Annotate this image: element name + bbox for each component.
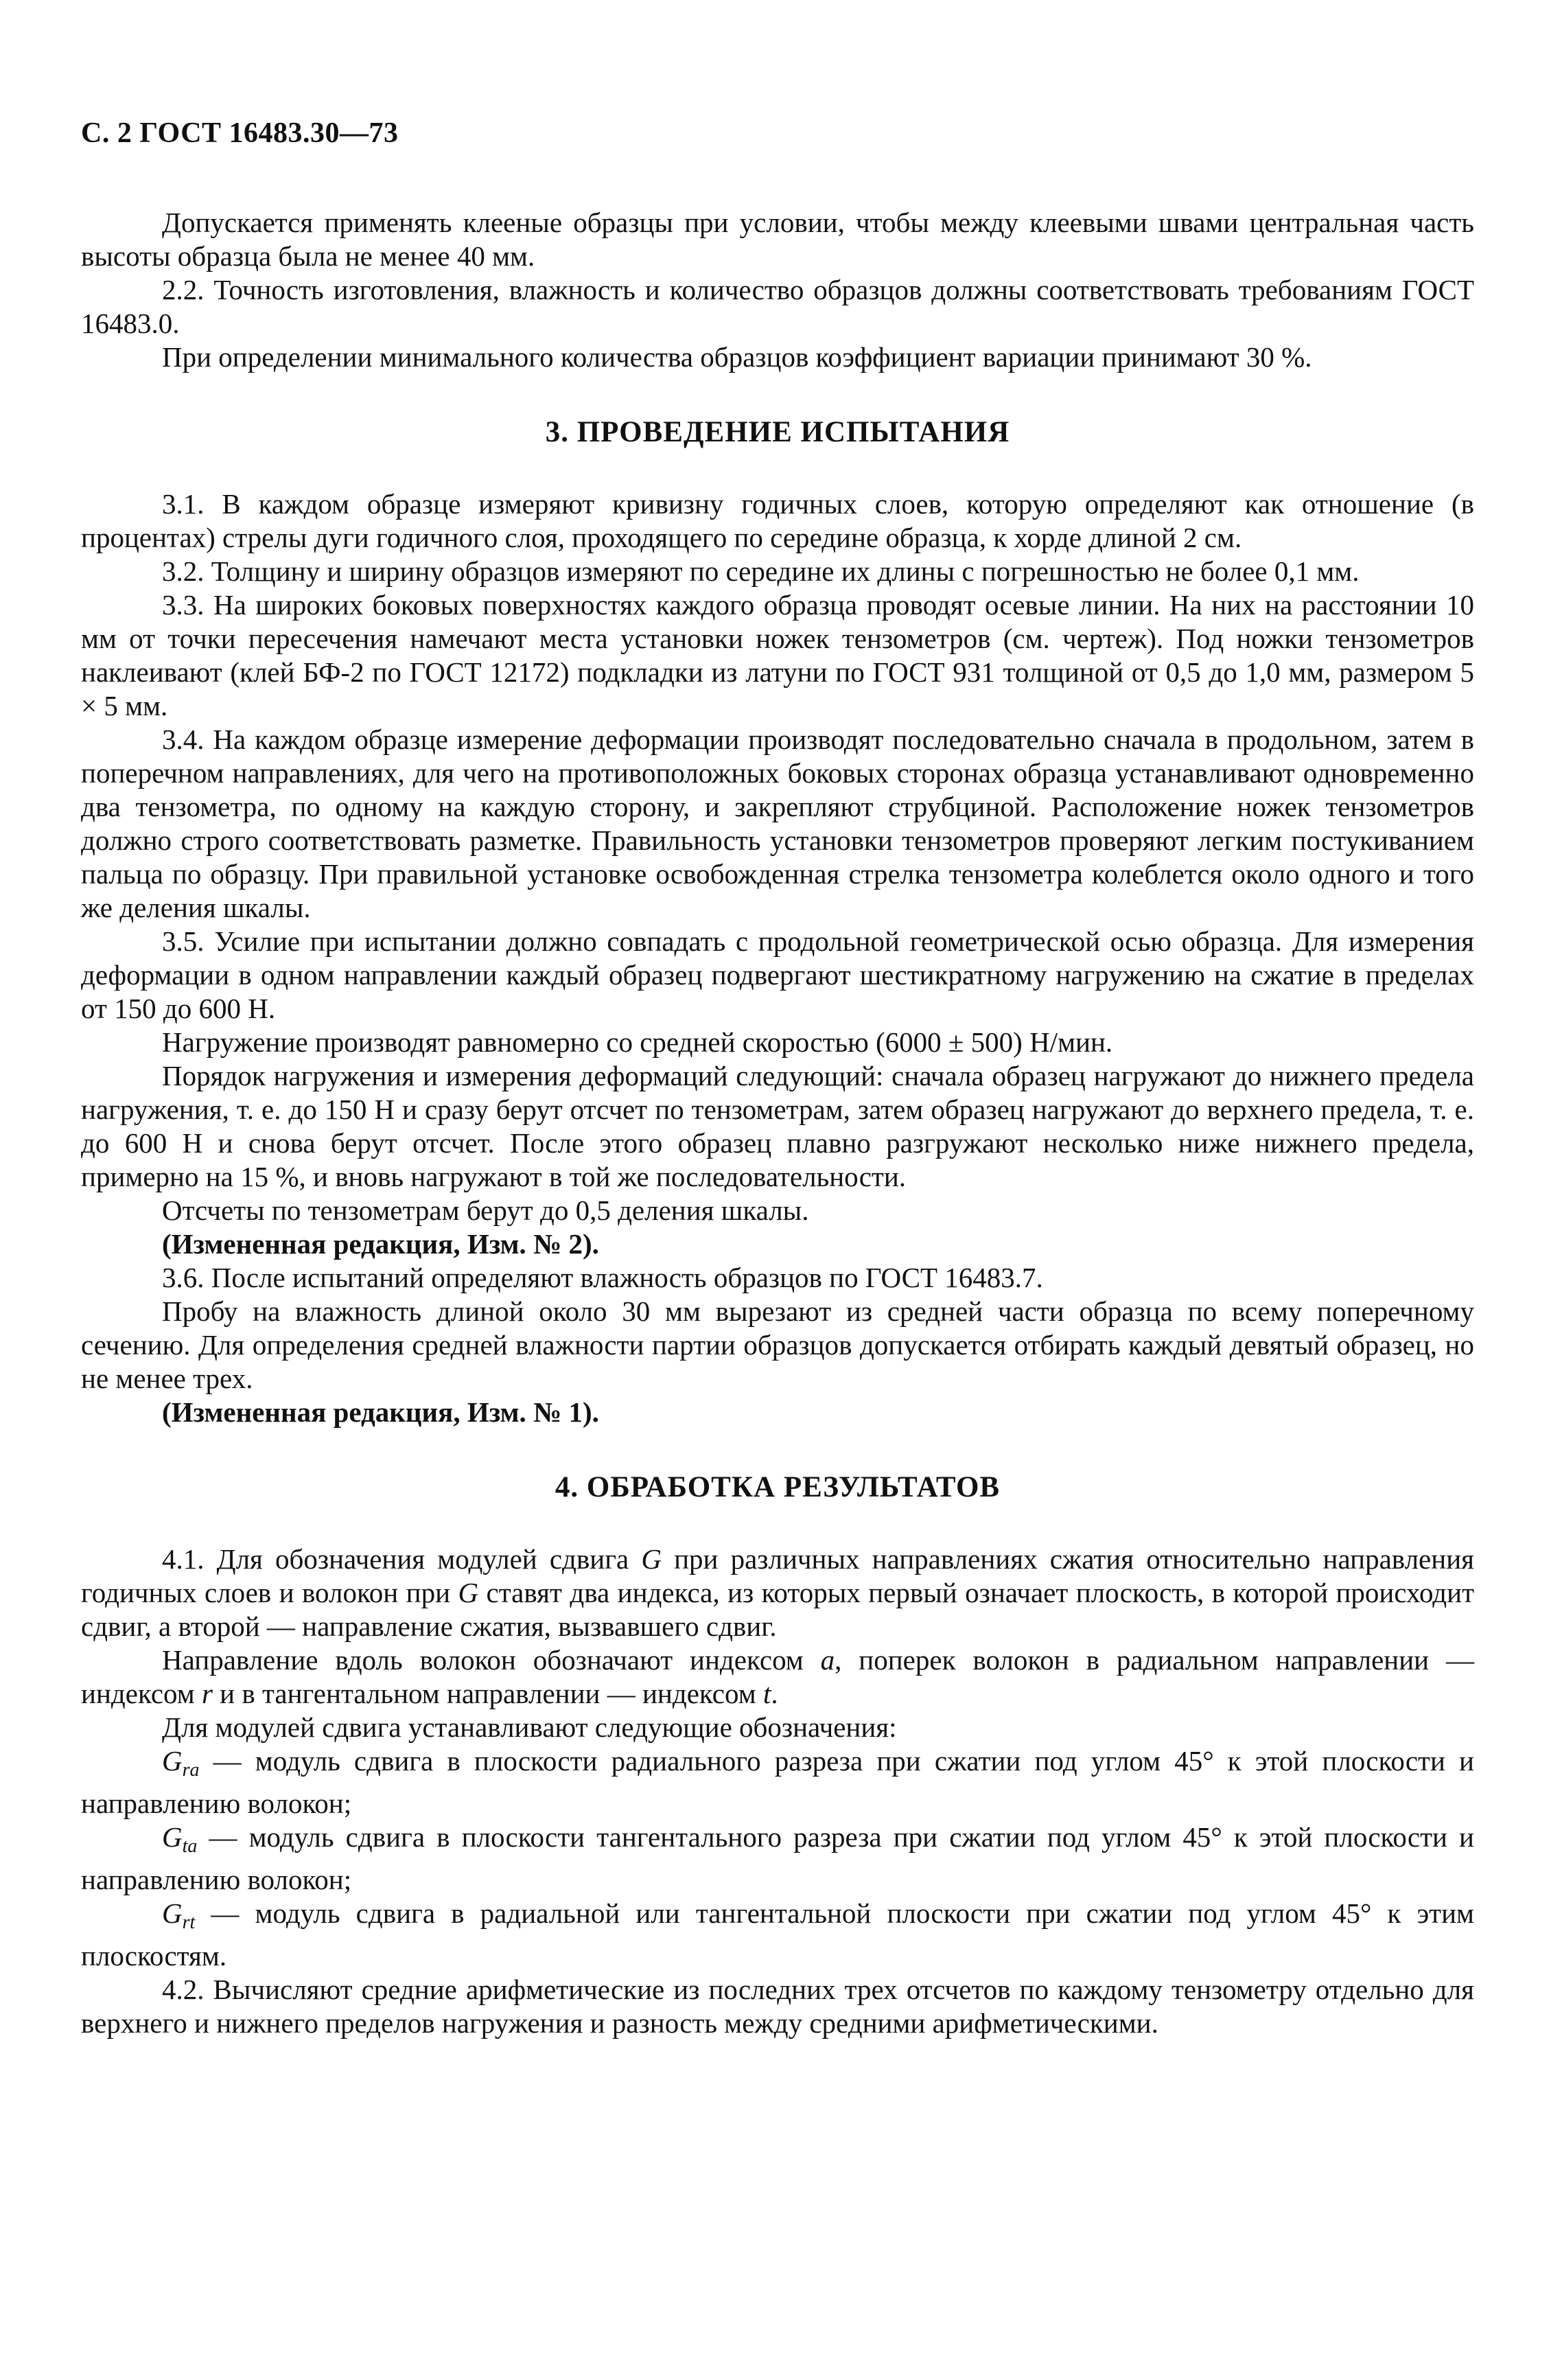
text-run: . bbox=[771, 1678, 778, 1709]
symbol-g: G bbox=[162, 1821, 183, 1853]
page-header: С. 2 ГОСТ 16483.30—73 bbox=[81, 117, 399, 149]
subscript-ta: ta bbox=[182, 1836, 198, 1857]
symbol-g: G bbox=[458, 1577, 479, 1608]
paragraph-3-2: 3.2. Толщину и ширину образцов измеряют по середине их длины с погрешностью не более 0,1 мм. bbox=[162, 555, 1360, 587]
text-run: ставят два индекса, из которых первый означает плоскость, в которой происходит сдвиг, а второй — направление сжатия, вызвавшего сдвиг. bbox=[81, 1577, 1475, 1642]
subscript-rt: rt bbox=[182, 1912, 196, 1933]
paragraph-4-1-indices bbox=[81, 1643, 1474, 1711]
paragraph-variation-coefficient: При определении минимального количества образцов коэффициент вариации принимают 30 %. bbox=[162, 341, 1312, 373]
symbol-g: G bbox=[641, 1543, 662, 1575]
paragraph-4-1 bbox=[81, 1543, 1474, 1643]
definition-g-rt bbox=[81, 1897, 1474, 1973]
text-run: и в тангентальном направлении — индексом bbox=[212, 1678, 763, 1709]
paragraph-3-6: 3.6. После испытаний определяют влажность образцов по ГОСТ 16483.7. bbox=[162, 1262, 1043, 1293]
symbol-g: G bbox=[162, 1745, 183, 1777]
paragraph-4-2: 4.2. Вычисляют средние арифметические из последних трех отсчетов по каждому тензометру отдельно для верхнего и нижнего пределов нагружения и разность между средними арифметическими. bbox=[81, 1974, 1474, 2039]
symbol-g: G bbox=[162, 1897, 183, 1929]
text-run: при различных направлениях сжатия относительно направления годичных слоев и волокон при bbox=[81, 1543, 1474, 1608]
paragraph-3-6-moisture: Пробу на влажность длиной около 30 мм вырезают из средней части образца по всему поперечному сечению. Для определения средней влажности партии образцов допускается отбирать каждый девятый образец, но не менее трех. bbox=[81, 1295, 1474, 1394]
paragraph-3-3: 3.3. На широких боковых поверхностях каждого образца проводят осевые линии. На них на расстоянии 10 мм от точки пересечения намечают места установки ножек тензометров (см. чертеж). Под ножки тензометров наклеивают (клей БФ-2 по ГОСТ 12172) подкладки из латуни по ГОСТ 931 толщиной от 0,5 до 1,0 мм, размером 5 × 5 мм. bbox=[81, 589, 1474, 721]
symbol-r: r bbox=[201, 1678, 213, 1709]
paragraph-3-1: 3.1. В каждом образце измеряют кривизну годичных слоев, которую определяют как отношение (в процентах) стрелы дуги годичного слоя, проходящего по середине образца, к хорде длиной 2 см. bbox=[81, 488, 1474, 553]
section-4-title: 4. ОБРАБОТКА РЕЗУЛЬТАТОВ bbox=[555, 1471, 1001, 1503]
subscript-ra: ra bbox=[182, 1759, 200, 1781]
text-run: — модуль сдвига в радиальной или тангентальной плоскости при сжатии под углом 45° к этим плоскостям. bbox=[81, 1897, 1474, 1972]
text-run: Направление вдоль волокон обозначают индексом bbox=[162, 1644, 821, 1676]
symbol-t: t bbox=[762, 1678, 771, 1709]
text-run: , поперек волокон в радиальном направлении — индексом bbox=[81, 1644, 1474, 1709]
amendment-note-2: (Измененная редакция, Изм. № 2). bbox=[162, 1228, 599, 1260]
document-body bbox=[81, 206, 1474, 2040]
paragraph-3-5: 3.5. Усилие при испытании должно совпадать с продольной геометрической осью образца. Для измерения деформации в одном направлении каждый образец подвергают шестикратному нагружению на сжатие в пределах от 150 до 600 Н. bbox=[81, 925, 1474, 1024]
paragraph-glued-samples: Допускается применять клееные образцы при условии, чтобы между клеевыми швами центральная часть высоты образца была не менее 40 мм. bbox=[81, 207, 1474, 272]
symbol-a: a bbox=[820, 1644, 835, 1676]
amendment-note-1: (Измененная редакция, Изм. № 1). bbox=[162, 1396, 599, 1428]
paragraph-4-1-designations: Для модулей сдвига устанавливают следующие обозначения: bbox=[162, 1711, 897, 1743]
definition-g-ta bbox=[81, 1821, 1474, 1897]
text-run: 4.1. Для обозначения модулей сдвига bbox=[162, 1543, 642, 1575]
paragraph-3-5-rate: Нагружение производят равномерно со средней скоростью (6000 ± 500) Н/мин. bbox=[162, 1026, 1113, 1058]
section-3-title: 3. ПРОВЕДЕНИЕ ИСПЫТАНИЯ bbox=[545, 416, 1010, 448]
paragraph-3-5-readings: Отсчеты по тензометрам берут до 0,5 деления шкалы. bbox=[162, 1194, 809, 1226]
paragraph-2-2: 2.2. Точность изготовления, влажность и количество образцов должны соответствовать требованиям ГОСТ 16483.0. bbox=[81, 274, 1474, 339]
paragraph-3-4: 3.4. На каждом образце измерение деформации производят последовательно сначала в продольном, затем в поперечном направлениях, для чего на противоположных боковых сторонах образца устанавливают одновременно два тензометра, по одному на каждую сторону, и закрепляют струбциной. Расположение ножек тензометров должно строго соответствовать разметке. Правильность установки тензометров проверяют легким постукиванием пальца по образцу. При правильной установке освобожденная стрелка тензометра колеблется около одного и того же деления шкалы. bbox=[81, 724, 1474, 923]
text-run: — модуль сдвига в плоскости тангентального разреза при сжатии под углом 45° к этой плоскости и направлению волокон; bbox=[81, 1821, 1474, 1895]
paragraph-3-5-order: Порядок нагружения и измерения деформаций следующий: сначала образец нагружают до нижнего предела нагружения, т. е. до 150 Н и сразу берут отсчет по тензометрам, затем образец нагружают до верхнего предела, т. е. до 600 Н и снова берут отсчет. После этого образец плавно разгружают несколько ниже нижнего предела, примерно на 15 %, и вновь нагружают в той же последовательности. bbox=[81, 1060, 1474, 1192]
text-run: — модуль сдвига в плоскости радиального разреза при сжатии под углом 45° к этой плоскости и направлению волокон; bbox=[81, 1745, 1474, 1819]
definition-g-ra bbox=[81, 1744, 1474, 1821]
